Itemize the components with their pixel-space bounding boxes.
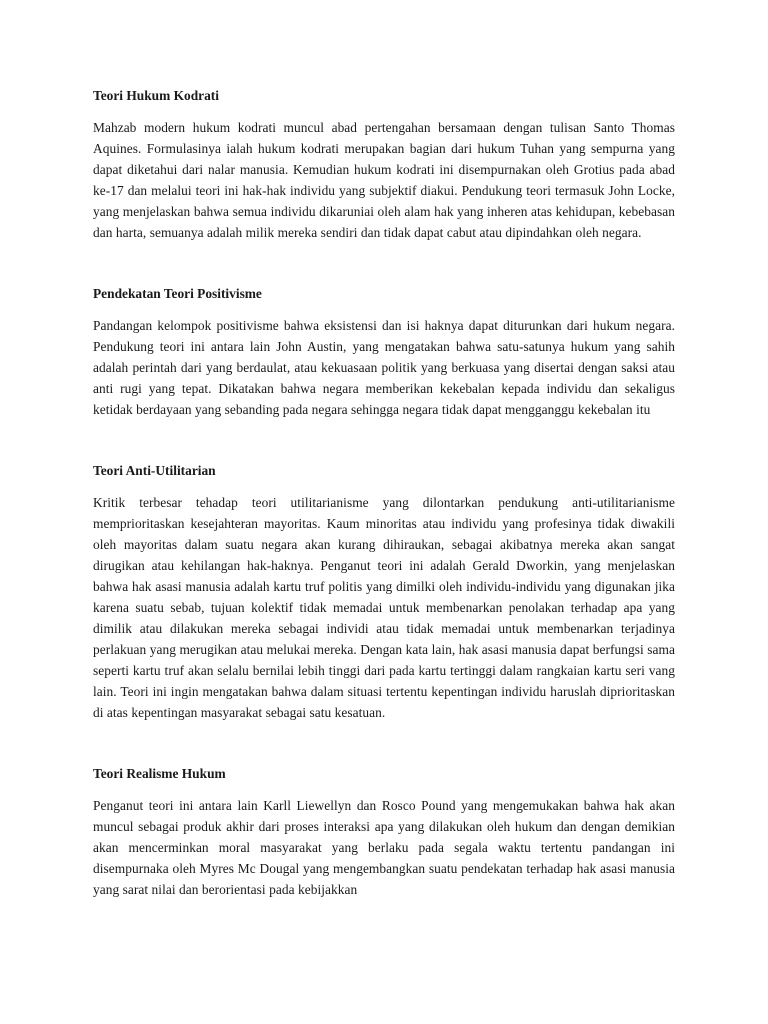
section-heading: Teori Anti-Utilitarian	[93, 463, 216, 478]
section-hukum-kodrati	[93, 86, 675, 243]
document-page	[93, 86, 675, 900]
section-heading: Pendekatan Teori Positivisme	[93, 286, 262, 301]
section-spacer	[93, 420, 675, 461]
section-spacer	[93, 243, 675, 284]
section-anti-utilitarian	[93, 461, 675, 723]
section-realisme-hukum	[93, 764, 675, 900]
section-heading: Teori Hukum Kodrati	[93, 88, 219, 103]
section-paragraph: Penganut teori ini antara lain Karll Liewellyn dan Rosco Pound yang mengemukakan bahwa hak akan muncul sebagai produk akhir dari proses interaksi apa yang dilakukan oleh hukum dan dengan demikian akan mencerminkan moral masyarakat yang berlaku pada segala waktu tertentu pandangan ini disempurnaka oleh Myres Mc Dougal yang mengembangkan suatu pendekatan terhadap hak asasi manusia yang sarat nilai dan berorientasi pada kebijakkan	[93, 798, 675, 897]
section-paragraph: Mahzab modern hukum kodrati muncul abad pertengahan bersamaan dengan tulisan Santo Thomas Aquines. Formulasinya ialah hukum kodrati merupakan bagian dari hukum Tuhan yang sempurna yang dapat diketahui dari nalar manusia. Kemudian hukum kodrati ini disempurnakan oleh Grotius pada abad ke-17 dan melalui teori ini hak-hak individu yang subjektif diakui. Pendukung teori termasuk John Locke, yang menjelaskan bahwa semua individu dikaruniai oleh alam hak yang inheren atas kehidupan, kebebasan dan harta, semuanya adalah milik mereka sendiri dan tidak dapat cabut atau dipindahkan oleh negara.	[93, 120, 675, 240]
section-heading: Teori Realisme Hukum	[93, 766, 226, 781]
section-spacer	[93, 723, 675, 764]
section-positivisme	[93, 284, 675, 420]
section-paragraph: Pandangan kelompok positivisme bahwa eksistensi dan isi haknya dapat diturunkan dari hukum negara. Pendukung teori ini antara lain John Austin, yang mengatakan bahwa satu-satunya hukum yang sahih adalah perintah dari yang berdaulat, atau kekuasaan politik yang berkuasa yang disertai dengan saksi atau anti rugi yang tepat. Dikatakan bahwa negara memberikan kekebalan kepada individu dan sekaligus ketidak berdayaan yang sebanding pada negara sehingga negara tidak dapat mengganggu kekebalan itu	[93, 318, 675, 417]
section-paragraph: Kritik terbesar tehadap teori utilitarianisme yang dilontarkan pendukung anti-utilitarianisme memprioritaskan kesejahteran mayoritas. Kaum minoritas atau individu yang profesinya tidak diwakili oleh mayoritas dalam suatu negara akan kurang dihiraukan, sebagai akibatnya mereka akan sangat dirugikan atau kehilangan hak-haknya. Penganut teori ini adalah Gerald Dworkin, yang menjelaskan bahwa hak asasi manusia adalah kartu truf politis yang dimilki oleh individu-individu yang digunakan jika karena suatu sebab, tujuan kolektif tidak memadai untuk membenarkan penolakan terhadap apa yang dimilik atau dilakukan mereka sebagai individi atau tidak memadai untuk membenarkan terjadinya perlakuan yang merugikan atau melukai mereka. Dengan kata lain, hak asasi manusia dapat berfungsi sama seperti kartu truf akan selalu bernilai lebih tinggi dari pada kartu tertinggi dalam rangkaian kartu seri vang lain. Teori ini ingin mengatakan bahwa dalam situasi tertentu kepentingan individu haruslah diprioritaskan di atas kepentingan masyarakat sebagai satu kesatuan.	[93, 495, 675, 720]
